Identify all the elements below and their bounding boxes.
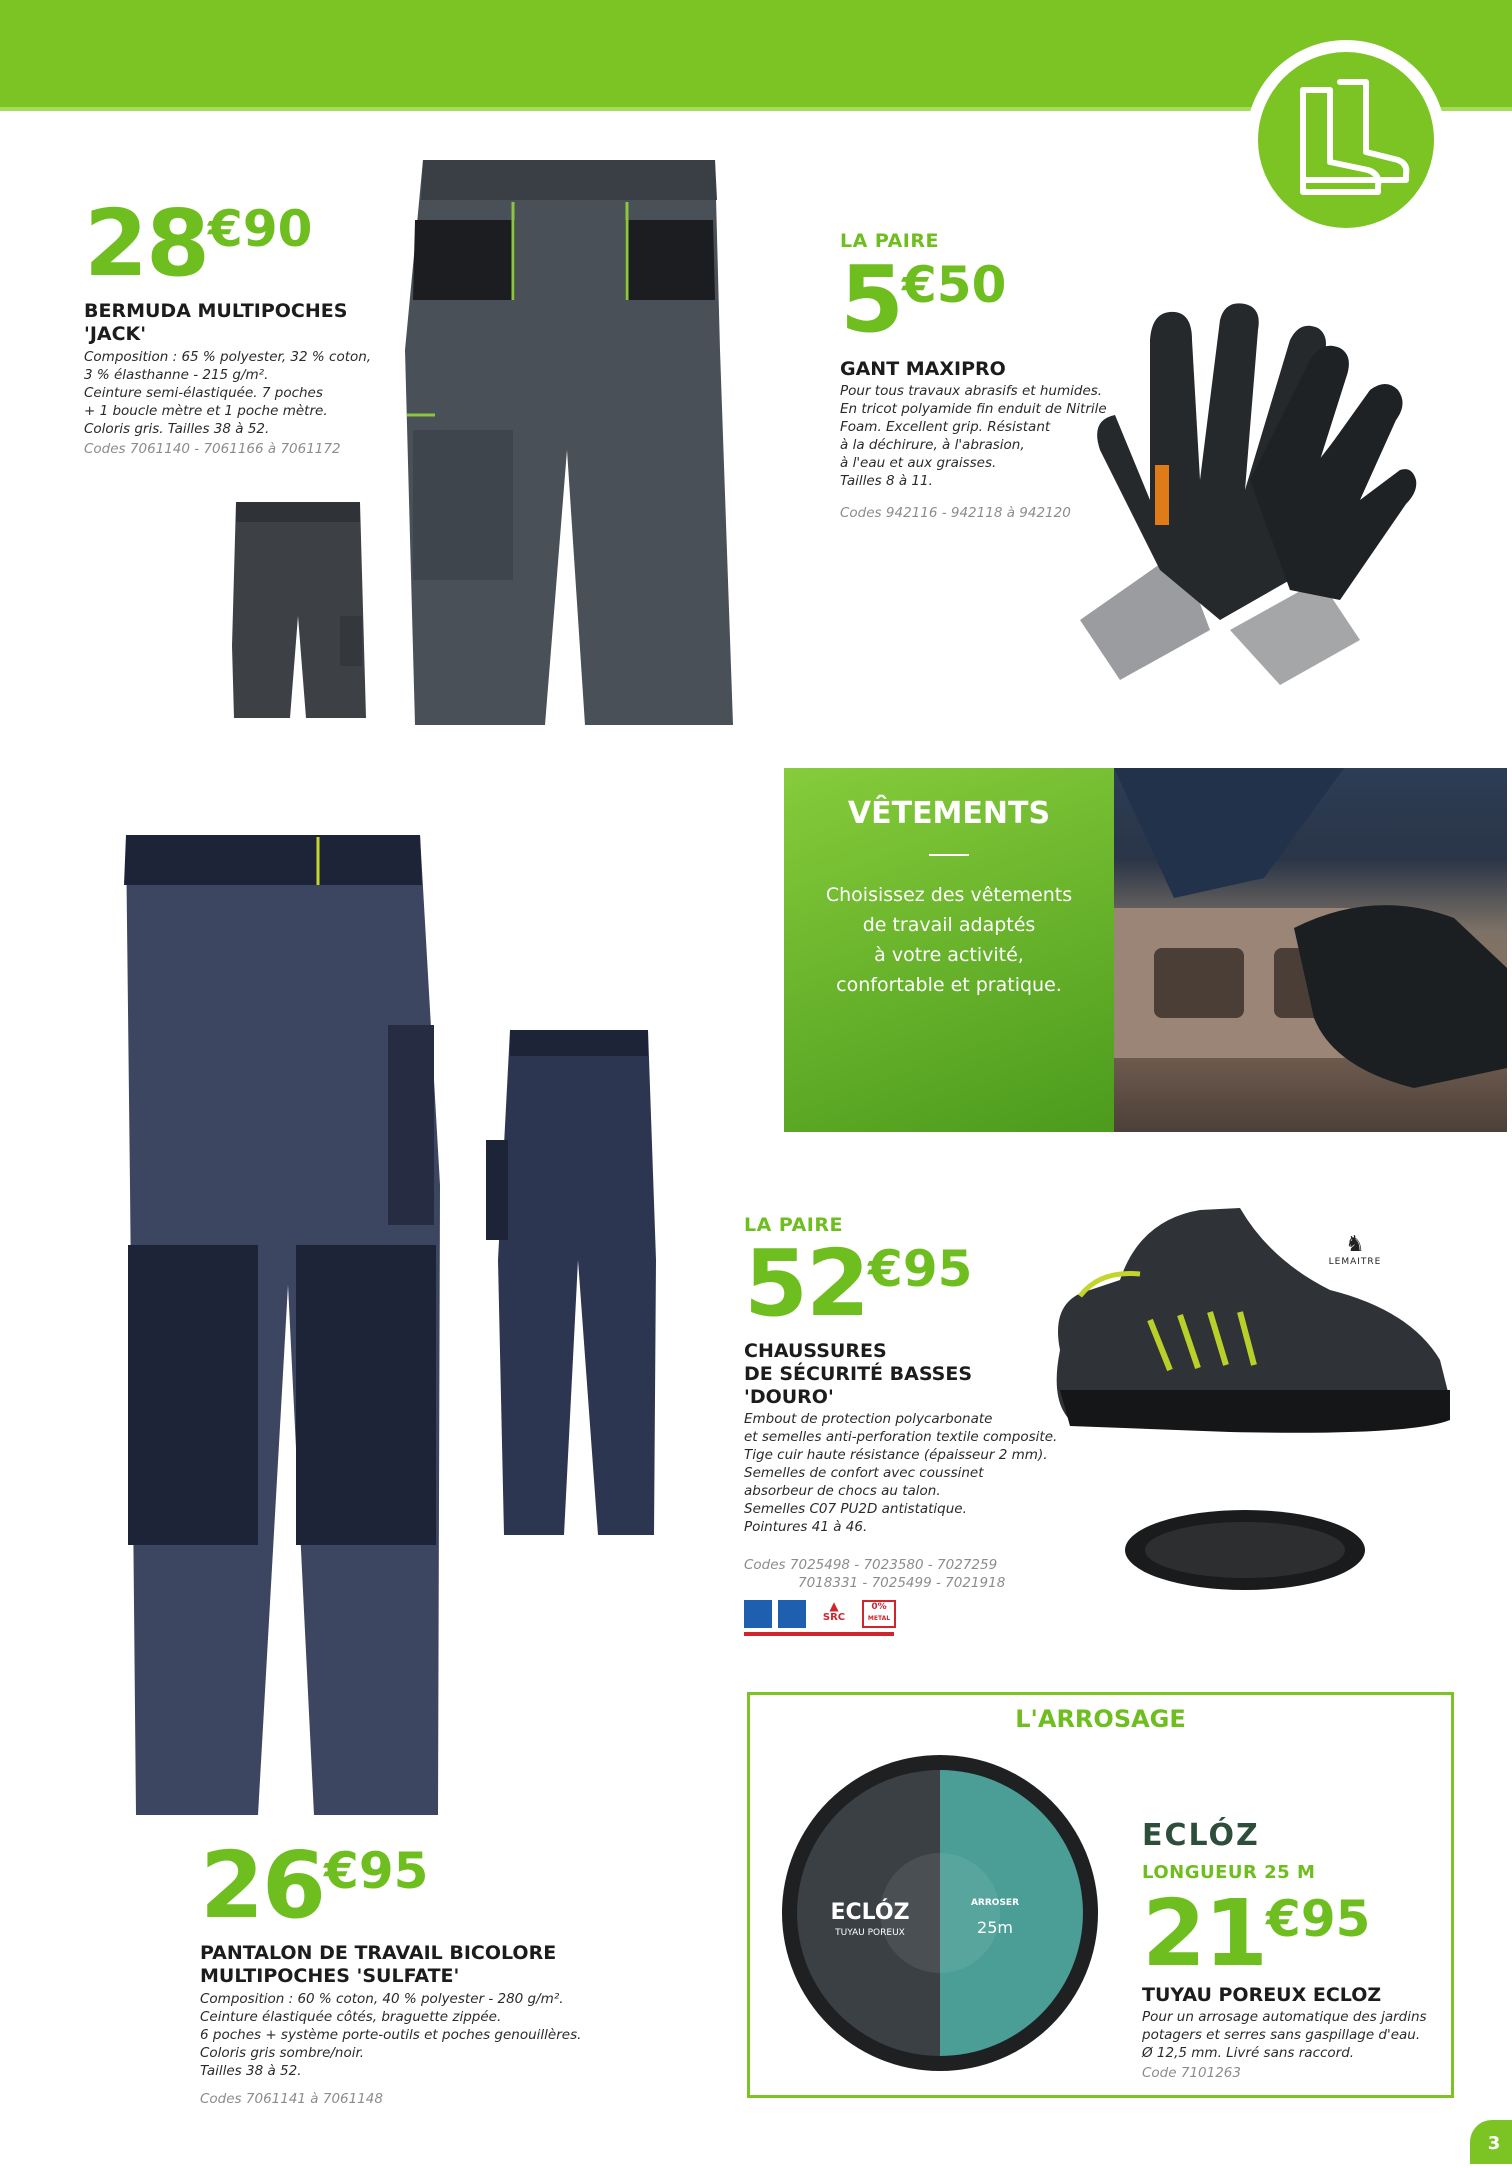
- bermuda-price-dec: €90: [208, 200, 313, 258]
- bermuda-desc-line: 3 % élasthanne - 215 g/m².: [84, 367, 269, 383]
- bermuda-desc-line: Ceinture semi-élastiquée. 7 poches: [84, 385, 323, 401]
- bermuda-codes: Codes 7061140 - 7061166 à 7061172: [84, 441, 341, 457]
- bermuda-price: [84, 190, 313, 297]
- hose-label-right: ARROSER: [970, 1898, 1020, 1908]
- watering-desc-line: potagers et serres sans gaspillage d'eau.: [1142, 2027, 1421, 2043]
- pants-price-dec: €95: [324, 1842, 429, 1900]
- gloves-desc-line: à la déchirure, à l'abrasion,: [840, 437, 1025, 453]
- gloves-desc-line: à l'eau et aux graisses.: [840, 455, 997, 471]
- gloves-desc-line: Pour tous travaux abrasifs et humides.: [840, 383, 1103, 399]
- watering-length: LONGUEUR 25 M: [1142, 1862, 1316, 1883]
- pants-price-int: 26: [200, 1832, 325, 1939]
- gloves-desc-line: En tricot polyamide fin enduit de Nitrile: [840, 401, 1107, 417]
- pants-title-line: PANTALON DE TRAVAIL BICOLORE: [200, 1942, 557, 1964]
- shoes-title-line: DE SÉCURITÉ BASSES: [744, 1363, 973, 1385]
- pants-title-line: MULTIPOCHES 'SULFATE': [200, 1965, 460, 1987]
- shoes-cert-icons: [744, 1600, 904, 1640]
- bermuda-title-line2: 'JACK': [84, 323, 147, 345]
- watering-codes: Code 7101263: [1142, 2065, 1241, 2081]
- gloves-price-int: 5: [840, 246, 903, 353]
- shoes-price: [744, 1230, 973, 1337]
- gloves-image: [1060, 300, 1420, 690]
- hose-image: [775, 1748, 1105, 2078]
- pants-desc-line: Tailles 38 à 52.: [200, 2063, 302, 2079]
- pants-desc-line: Composition : 60 % coton, 40 % polyester - 280 g/m².: [200, 1991, 564, 2007]
- bermuda-desc-line: Composition : 65 % polyester, 32 % coton,: [84, 349, 372, 365]
- banner-photo: [1114, 768, 1507, 1132]
- watering-desc-line: Pour un arrosage automatique des jardins: [1142, 2009, 1427, 2025]
- watering-price: [1142, 1880, 1371, 1987]
- safety-cert-icon: [744, 1600, 772, 1628]
- banner-divider: [929, 854, 969, 856]
- shoes-title-line: 'DOURO': [744, 1386, 834, 1408]
- shoes-desc-line: Semelles de confort avec coussinet: [744, 1465, 984, 1481]
- shoes-price-dec: €95: [868, 1240, 973, 1298]
- banner-title: VÊTEMENTS: [847, 796, 1051, 831]
- gloves-price-dec: €50: [902, 256, 1007, 314]
- pants-desc-line: Ceinture élastiquée côtés, braguette zippée.: [200, 2009, 502, 2025]
- gloves-pre-label: LA PAIRE: [840, 230, 939, 252]
- banner-text-line: de travail adaptés: [862, 914, 1036, 936]
- shoes-desc-line: Pointures 41 à 46.: [744, 1519, 868, 1535]
- watering-price-dec: €95: [1266, 1890, 1371, 1948]
- banner-text-line: à votre activité,: [874, 944, 1024, 966]
- pants-title: [200, 1942, 700, 1988]
- watering-price-int: 21: [1142, 1880, 1267, 1987]
- shoes-pre-label: LA PAIRE: [744, 1214, 843, 1236]
- shoes-desc-line: Semelles C07 PU2D antistatique.: [744, 1501, 967, 1517]
- shoes-desc-line: et semelles anti-perforation textile composite.: [744, 1429, 1058, 1445]
- bermuda-title-line1: BERMUDA MULTIPOCHES: [84, 300, 348, 322]
- shoes-price-int: 52: [744, 1230, 869, 1337]
- watering-title: L'ARROSAGE: [1015, 1705, 1186, 1733]
- gloves-desc-line: Foam. Excellent grip. Résistant: [840, 419, 1051, 435]
- shoes-desc-line: Tige cuir haute résistance (épaisseur 2 mm).: [744, 1447, 1048, 1463]
- hose-label-length: 25m: [977, 1918, 1013, 1937]
- pants-back-image: [480, 1020, 666, 1540]
- pants-description: [200, 1990, 720, 2080]
- shoes-desc-line: Embout de protection polycarbonate: [744, 1411, 993, 1427]
- metal-percent: 0%: [871, 1602, 887, 1612]
- gloves-price: [840, 246, 1007, 353]
- metal-label: METAL: [867, 1615, 891, 1622]
- gloves-desc-line: Tailles 8 à 11.: [840, 473, 933, 489]
- bermuda-desc-line: + 1 boucle mètre et 1 poche mètre.: [84, 403, 328, 419]
- lemaitre-text: LEMAITRE: [1328, 1257, 1382, 1267]
- shoes-title-line: CHAUSSURES: [744, 1340, 887, 1362]
- banner-text: [794, 880, 1104, 1000]
- pants-price: [200, 1832, 429, 1939]
- pants-desc-line: 6 poches + système porte-outils et poches genouillères.: [200, 2027, 582, 2043]
- page-number: 3: [1470, 2120, 1512, 2164]
- src-label: SRC: [822, 1612, 846, 1623]
- shoes-codes-line: Codes 7025498 - 7023580 - 7027259: [744, 1557, 998, 1573]
- bermuda-title: [84, 300, 384, 346]
- bermuda-front-image: [395, 150, 740, 730]
- ecloz-brand: ECLÓZ: [1142, 1818, 1260, 1853]
- gloves-codes: Codes 942116 - 942118 à 942120: [840, 505, 1071, 521]
- safety-cert-icon: [778, 1600, 806, 1628]
- banner-text-line: confortable et pratique.: [836, 974, 1062, 996]
- hose-label-brand: ECLÓZ: [830, 1900, 910, 1925]
- shoes-desc-line: absorbeur de chocs au talon.: [744, 1483, 941, 1499]
- bermuda-desc-line: Coloris gris. Tailles 38 à 52.: [84, 421, 270, 437]
- shoes-title: [744, 1340, 1044, 1409]
- hose-label-sub: TUYAU POREUX: [835, 1928, 905, 1938]
- gloves-title: GANT MAXIPRO: [840, 358, 1006, 380]
- watering-product-title: TUYAU POREUX ECLOZ: [1142, 1984, 1382, 2006]
- lemaitre-logo: ♞ LEMAITRE: [1310, 1232, 1400, 1267]
- watering-description: [1142, 2008, 1442, 2062]
- cert-norm-line: [744, 1632, 894, 1636]
- src-cert-icon: ▲ SRC: [814, 1600, 854, 1630]
- bermuda-back-image: [228, 496, 368, 724]
- metal-free-icon: [862, 1600, 896, 1628]
- boots-icon: [1258, 52, 1434, 228]
- shoes-codes-line: 7018331 - 7025499 - 7021918: [798, 1575, 1006, 1591]
- shoe-sole-image: [1120, 1500, 1370, 1600]
- pants-desc-line: Coloris gris sombre/noir.: [200, 2045, 365, 2061]
- shoes-codes: [744, 1556, 1084, 1592]
- pants-codes: Codes 7061141 à 7061148: [200, 2091, 383, 2107]
- bermuda-price-int: 28: [84, 190, 209, 297]
- clothing-banner: [784, 768, 1507, 1132]
- banner-text-line: Choisissez des vêtements: [825, 884, 1073, 906]
- watering-desc-line: Ø 12,5 mm. Livré sans raccord.: [1142, 2045, 1355, 2061]
- bermuda-description: [84, 348, 404, 438]
- pants-front-image: [88, 825, 468, 1825]
